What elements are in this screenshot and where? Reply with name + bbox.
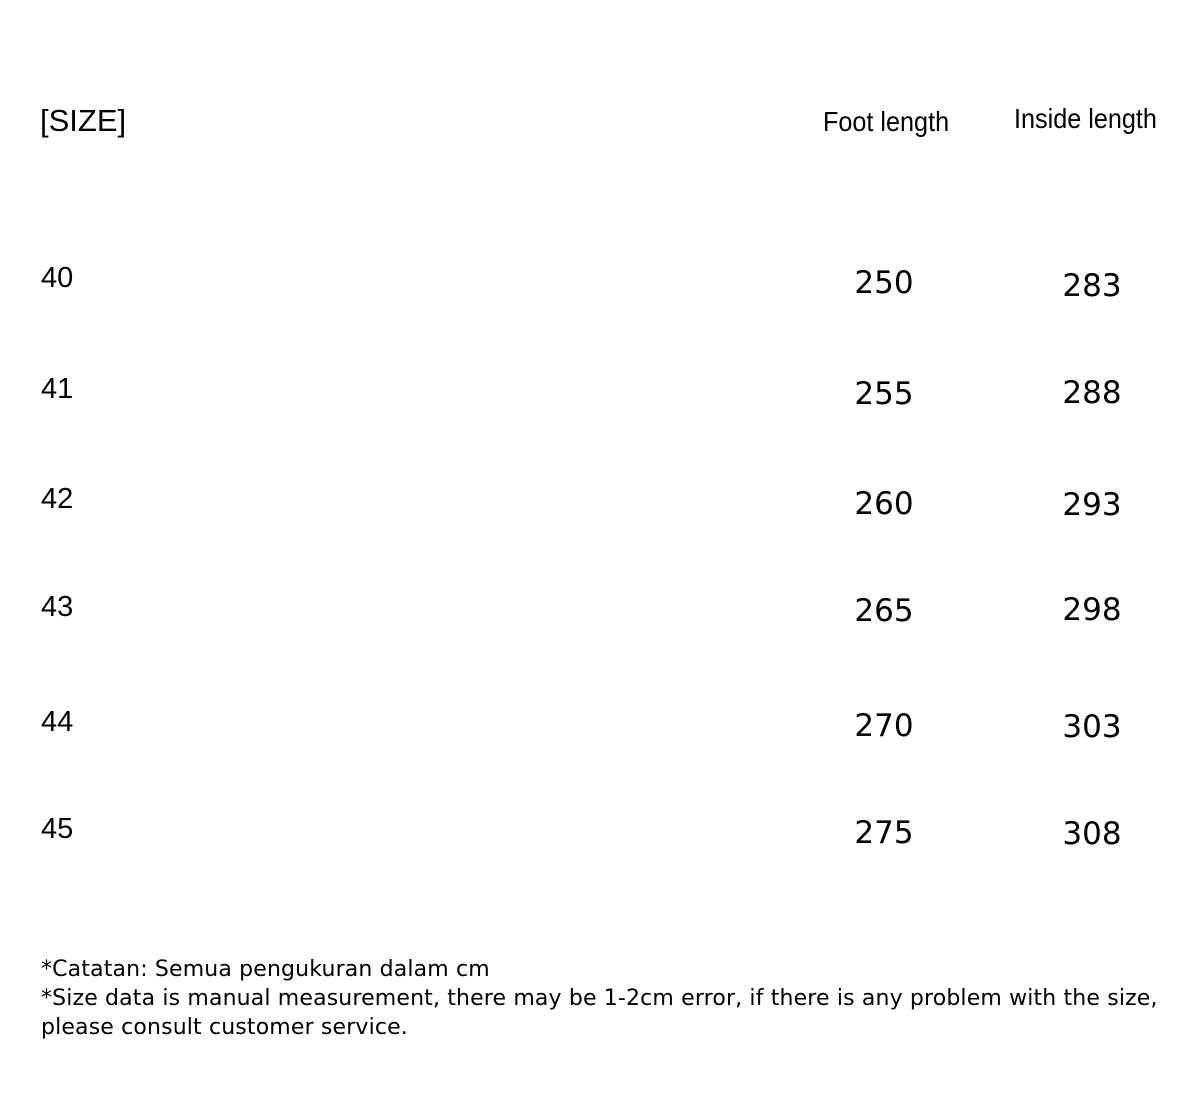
foot-length-column-header: Foot length [823,106,950,137]
size-cell: 45 [41,813,74,845]
inside-length-cell: 308 [1062,816,1122,852]
size-cell: 43 [41,591,74,623]
foot-length-cell: 260 [854,486,914,522]
foot-length-cell: 255 [854,376,914,412]
inside-length-column-header: Inside length [1014,103,1157,134]
size-cell: 42 [41,483,74,515]
foot-length-cell: 250 [854,265,914,301]
inside-length-cell: 303 [1062,709,1122,745]
size-column-header: [SIZE] [40,103,127,138]
foot-length-cell: 265 [854,593,914,629]
measurement-unit-note: *Catatan: Semua pengukuran dalam cm [41,957,490,982]
measurement-error-note: *Size data is manual measurement, there may be 1-2cm error, if there is any problem with the size, please consult customer service. [41,986,1158,1040]
size-cell: 40 [41,262,74,294]
inside-length-cell: 293 [1062,487,1122,523]
size-cell: 41 [41,373,74,405]
inside-length-cell: 283 [1062,268,1122,304]
size-cell: 44 [41,706,74,738]
inside-length-cell: 288 [1062,375,1122,411]
foot-length-cell: 275 [854,815,914,851]
foot-length-cell: 270 [854,708,914,744]
inside-length-cell: 298 [1062,592,1122,628]
size-notes [41,955,1171,1042]
